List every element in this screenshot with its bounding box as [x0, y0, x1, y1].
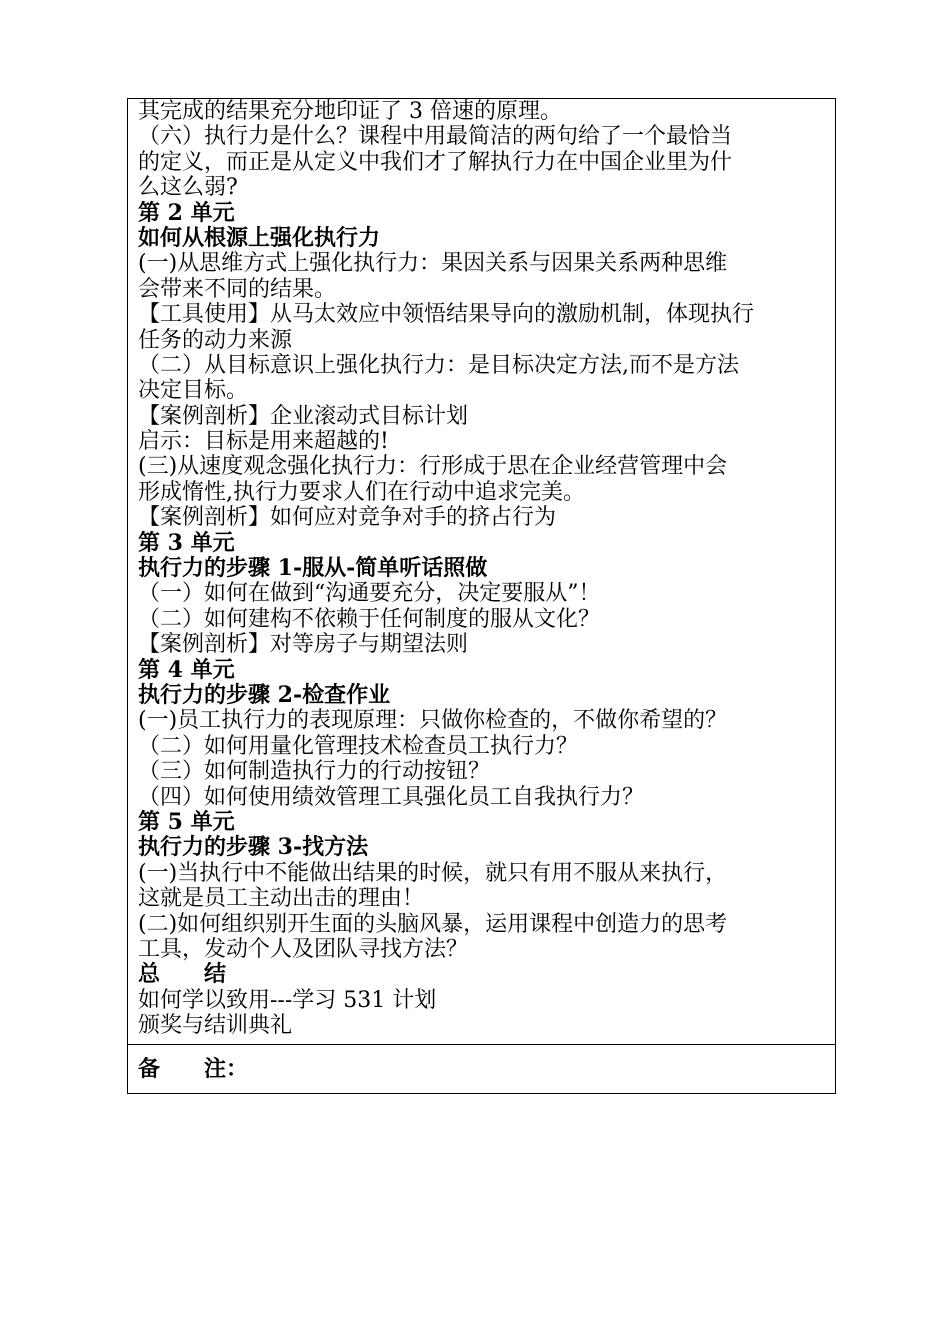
section-heading: 第 2 单元: [138, 199, 235, 226]
outline-line: （三）如何制造执行力的行动按钮？: [138, 759, 491, 785]
outline-line: (二)如何组织别开生面的头脑风暴，运用课程中创造力的思考: [138, 911, 728, 937]
document-table: [127, 98, 836, 1094]
outline-line: 这就是员工主动出击的理由！: [138, 886, 425, 912]
section-heading: 执行力的步骤 1-服从-简单听话照做: [138, 555, 488, 582]
outline-line: （一）如何在做到“沟通要充分，决定要服从”！: [138, 581, 601, 607]
outline-line: 【工具使用】从马太效应中领悟结果导向的激励机制，体现执行: [138, 302, 755, 328]
outline-line: (一)员工执行力的表现原理：只做你检查的，不做你希望的？: [138, 708, 728, 734]
remarks-label: 备 注：: [138, 1056, 249, 1082]
outline-line: （二）如何用量化管理技术检查员工执行力？: [138, 733, 579, 759]
outline-line: （四）如何使用绩效管理工具强化员工自我执行力？: [138, 784, 645, 810]
section-heading: 执行力的步骤 3-找方法: [138, 834, 369, 861]
outline-line: （二）从目标意识上强化执行力：是目标决定方法,而不是方法: [138, 352, 739, 378]
outline-line: (三)从速度观念强化执行力：行形成于思在企业经营管理中会: [138, 454, 728, 480]
outline-line: 启示：目标是用来超越的!: [138, 429, 389, 455]
outline-line: 么这么弱?: [138, 175, 238, 201]
outline-line: 形成惰性,执行力要求人们在行动中追求完美。: [138, 479, 585, 505]
outline-line: (一)从思维方式上强化执行力：果因关系与因果关系两种思维: [138, 251, 728, 277]
outline-line: （二）如何建构不依赖于任何制度的服从文化？: [138, 606, 601, 632]
outline-line: (一)当执行中不能做出结果的时候，就只有用不服从来执行，: [138, 860, 728, 886]
section-heading: 如何从根源上强化执行力: [138, 224, 381, 251]
outline-line: 如何学以致用---学习 531 计划: [138, 987, 437, 1013]
outline-line: 其完成的结果充分地印证了 3 倍速的原理。: [138, 99, 562, 124]
outline-line: 工具，发动个人及团队寻找方法？: [138, 936, 469, 962]
course-outline-cell: [128, 99, 835, 1045]
outline-line: 【案例剖析】对等房子与期望法则: [138, 632, 469, 658]
section-heading: 第 3 单元: [138, 529, 235, 556]
section-heading: 总 结: [138, 961, 227, 988]
section-heading: 执行力的步骤 2-检查作业: [138, 681, 391, 708]
outline-line: 【案例剖析】企业滚动式目标计划: [138, 403, 469, 429]
section-heading: 第 4 单元: [138, 656, 235, 683]
outline-line: 【案例剖析】如何应对竞争对手的挤占行为: [138, 505, 557, 531]
outline-line: （六）执行力是什么？课程中用最简洁的两句给了一个最恰当: [138, 124, 733, 150]
outline-line: 任务的动力来源: [138, 327, 293, 353]
outline-line: 的定义，而正是从定义中我们才了解执行力在中国企业里为什: [138, 149, 733, 175]
outline-line: 颁奖与结训典礼: [138, 1013, 293, 1039]
outline-line: 决定目标。: [138, 378, 249, 404]
remarks-cell: [128, 1045, 835, 1093]
section-heading: 第 5 单元: [138, 808, 235, 835]
outline-line: 会带来不同的结果。: [138, 276, 337, 302]
